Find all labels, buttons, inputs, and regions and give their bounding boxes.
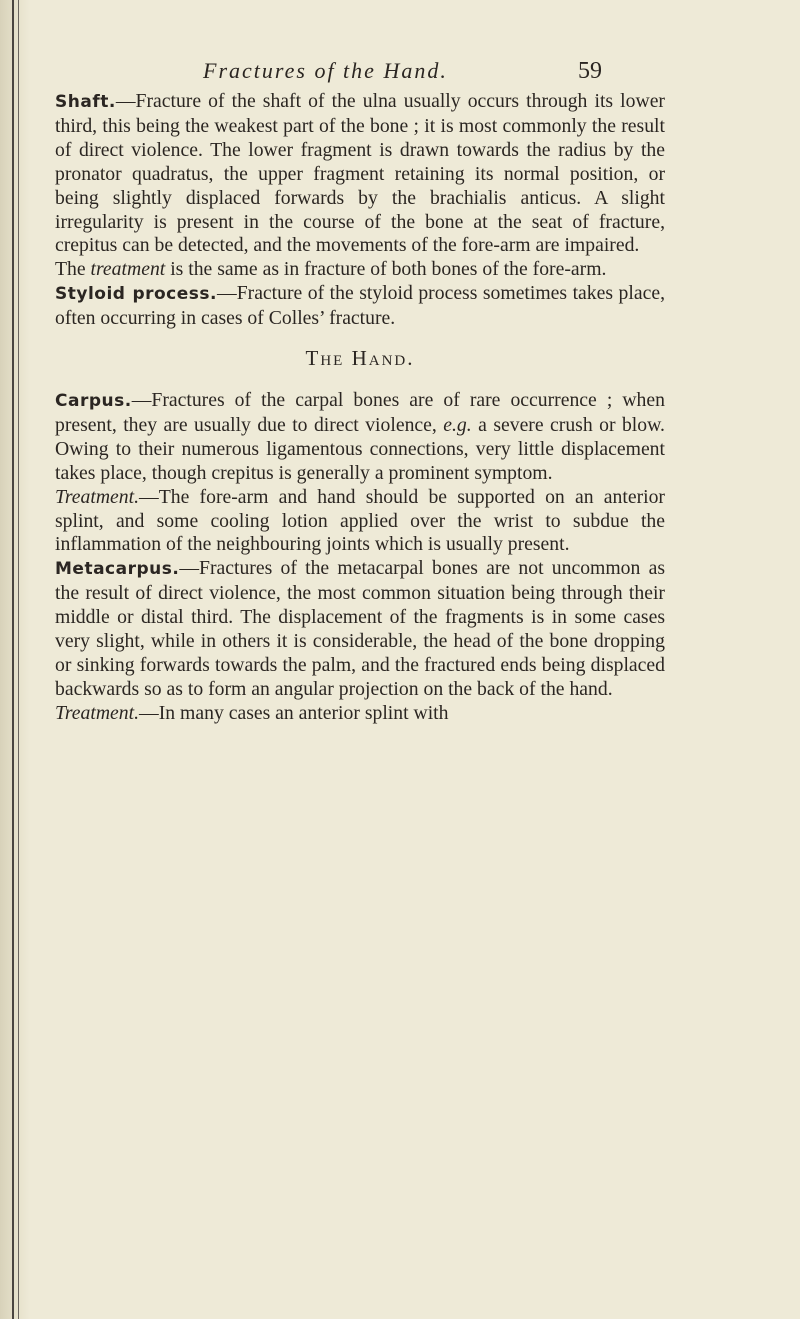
italic-term: e.g. — [443, 413, 472, 436]
page-header — [55, 52, 745, 92]
page-number: 59 — [578, 58, 602, 84]
italic-term: Treatment. — [55, 701, 140, 724]
italic-term: Treatment. — [55, 485, 140, 508]
run-in-heading: Metacarpus. — [55, 559, 180, 580]
paragraph-shaft — [55, 90, 665, 258]
paragraph-text: —Fractures of the carpal bones are of rare occurrence ; when present, they are usually due to direct violence, — [55, 388, 665, 436]
paragraph-text: is the same as in fracture of both bones of the fore-arm. — [165, 258, 607, 281]
paragraph-text: —Fracture of the shaft of the ulna usually occurs through its lower third, this being the weakest part of the bone ; it is most commonly the result of direct violence. The lower fragment is drawn towards the radius by the pronator quadratus, the upper fragment retaining its normal position, or being slightly displaced forwards by the brachialis anticus. A slight irregularity is present in the course of the bone at the seat of fracture, crepitus can be detected, and the movements of the fore-arm are impaired. — [55, 90, 665, 257]
run-in-heading: Shaft. — [55, 92, 116, 112]
paragraph-text: The — [55, 258, 91, 281]
paragraph-metacarpus — [55, 557, 665, 701]
binding-line — [12, 0, 14, 1319]
paragraph-metacarpus-treatment — [55, 702, 665, 726]
paragraph-carpus-treatment — [55, 486, 665, 558]
run-in-heading: Styloid process. — [55, 284, 217, 305]
paragraph-shaft-treatment — [55, 258, 665, 282]
book-page — [55, 0, 745, 1319]
binding-line-inner — [18, 0, 19, 1319]
paragraph-text: a severe crush or blow. Owing to their numerous ligamentous connections, very little displacement takes place, though crepitus is generally a prominent symptom. — [55, 413, 665, 484]
section-heading: The Hand. — [305, 346, 415, 371]
running-title: Fractures of the Hand. — [203, 58, 448, 83]
paragraph-carpus — [55, 389, 665, 486]
run-in-heading: Carpus. — [55, 390, 132, 411]
paragraph-text: —Fractures of the metacarpal bones are not uncommon as the result of direct violence, the most common situation being through their middle or distal third. The displacement of the fragments is in some cases very slight, while in others it is considerable, the head of the bone dropping or sinking forwards towards the palm, and the fractured ends being displaced backwards so as to form an angular projection on the back of the hand. — [55, 557, 665, 700]
page-body — [55, 90, 665, 726]
paragraph-text: —The fore-arm and hand should be supported on an anterior splint, and some cooling lotion applied over the wrist to subdue the inflammation of the neighbouring joints which is usually present. — [55, 485, 665, 556]
paragraph-styloid — [55, 282, 665, 331]
paragraph-text: —Fracture of the styloid process sometimes takes place, often occurring in cases of Colles’ fracture. — [55, 282, 665, 330]
paragraph-text: —In many cases an anterior splint with — [139, 701, 449, 724]
italic-term: treatment — [90, 258, 166, 281]
book-spine-shadow — [0, 0, 30, 1319]
